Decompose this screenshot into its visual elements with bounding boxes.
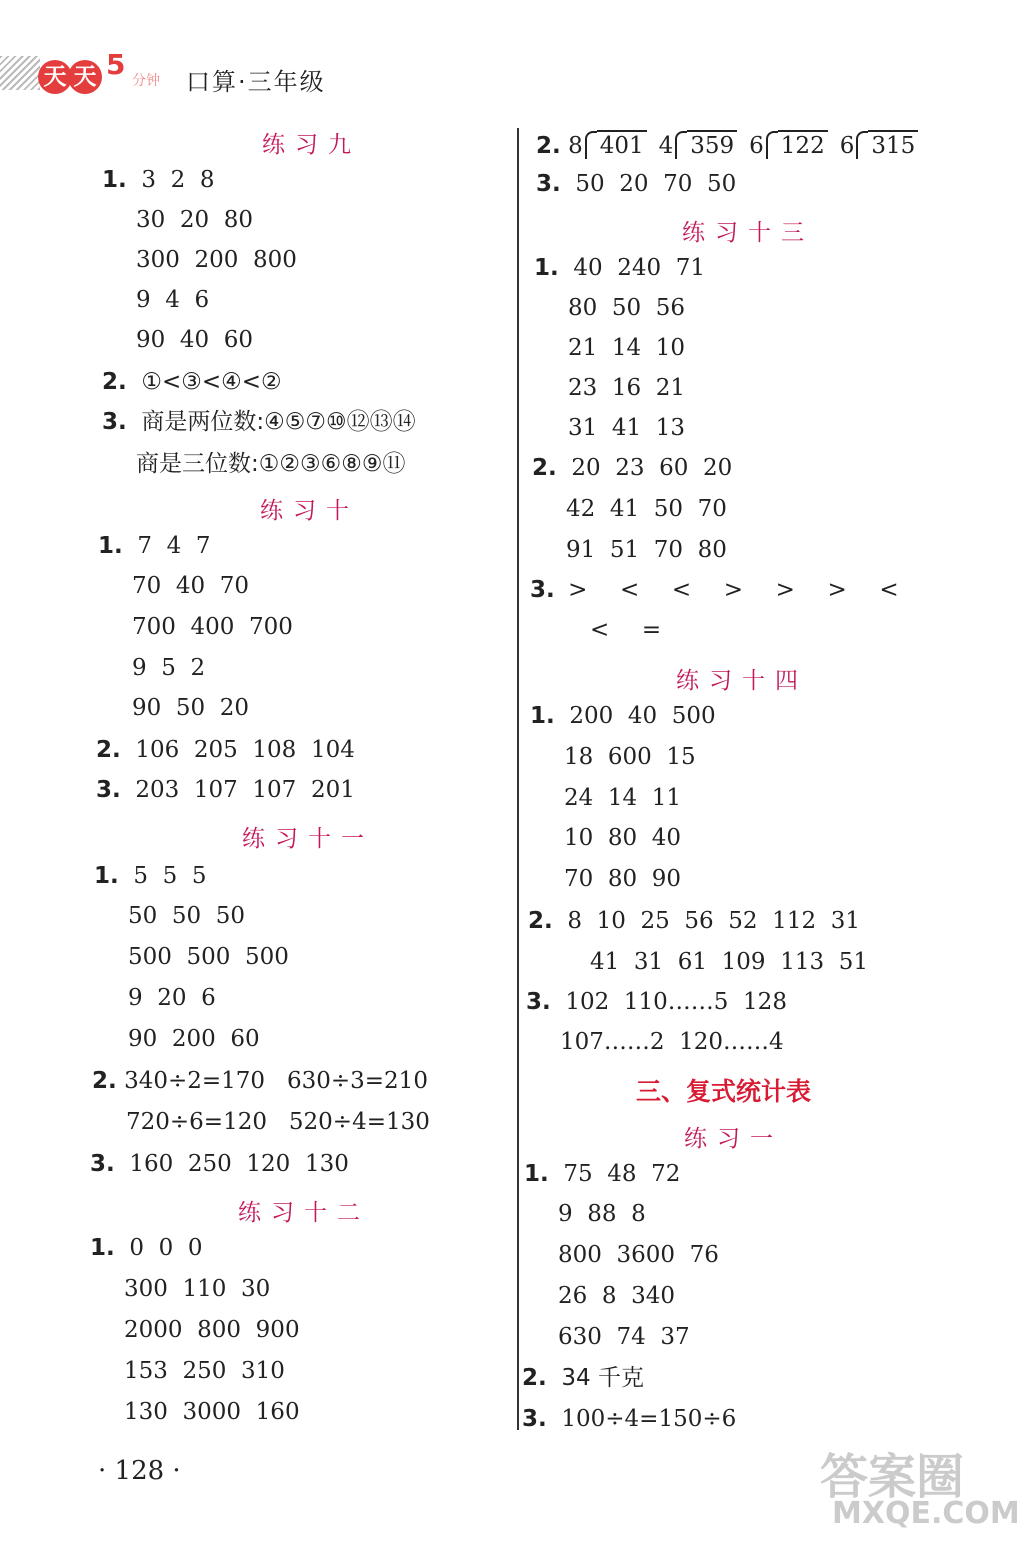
ex11-q1-row5: 90 200 60 — [128, 1026, 260, 1052]
divisor: 8 — [568, 133, 583, 159]
exercise-13-title: 练习十三 — [682, 220, 814, 246]
q-num: 1. — [530, 703, 555, 729]
ex10-q1-row5: 90 50 20 — [132, 695, 250, 721]
answer-row: 5 5 5 — [133, 863, 207, 889]
answer-row: 0 0 0 — [129, 1235, 203, 1261]
answer-row: 106 205 108 104 — [135, 737, 355, 763]
ex14-q3a — [526, 988, 787, 1016]
ex14-q1-row2: 18 600 15 — [564, 744, 696, 770]
exercise-11-title: 练习十一 — [242, 826, 374, 852]
long-division — [749, 133, 840, 159]
s3-q1-row2: 9 88 8 — [558, 1201, 646, 1227]
ex10-q3 — [96, 776, 355, 804]
ex10-q2 — [96, 736, 355, 764]
answer-row: 160 250 120 130 — [129, 1151, 349, 1177]
ex10-q1-row4: 9 5 2 — [132, 655, 206, 681]
ex12-q1-row2: 300 110 30 — [124, 1276, 271, 1302]
watermark — [820, 1438, 1020, 1538]
ex10-q1-row3: 700 400 700 — [132, 614, 293, 640]
brand-badge-1: 天 — [38, 60, 72, 94]
answer-row: 8 10 25 56 52 112 31 — [567, 908, 860, 934]
ex14-q1-row1 — [530, 702, 716, 730]
q-num: 1. — [524, 1161, 549, 1187]
s3-q1-row3: 800 3600 76 — [558, 1242, 719, 1268]
answer-row: 100÷4=150÷6 — [561, 1406, 737, 1432]
q-num: 3. — [526, 989, 551, 1015]
divisor: 6 — [839, 133, 855, 159]
section-3-title: 三、复式统计表 — [636, 1077, 812, 1106]
ex14-q3b: 107……2 120……4 — [560, 1029, 784, 1055]
q-num: 2. — [522, 1365, 547, 1391]
s3-q1-row5: 630 74 37 — [558, 1324, 690, 1350]
exercise-10-title: 练习十 — [260, 498, 359, 524]
division-bracket-icon — [675, 131, 687, 159]
s3-q2 — [522, 1364, 644, 1392]
ex13-q3a — [530, 576, 905, 604]
q-num: 3. — [96, 777, 121, 803]
q-num: 2. — [92, 1068, 117, 1094]
ex10-q1-row2: 70 40 70 — [132, 573, 250, 599]
answer-row: 200 40 500 — [569, 703, 716, 729]
ex10-q1-row1 — [98, 532, 211, 560]
q-num: 1. — [102, 167, 127, 193]
q-num: 2. — [532, 455, 557, 481]
section3-exercise-1-title: 练习一 — [684, 1126, 783, 1152]
book-title: 口算·三年级 — [186, 68, 326, 96]
q-num: 1. — [534, 255, 559, 281]
s3-q1-row1 — [524, 1160, 680, 1188]
ex12-q1-row3: 2000 800 900 — [124, 1317, 300, 1343]
ex13-q1-row1 — [534, 254, 705, 282]
ex14-q2b: 41 31 61 109 113 51 — [590, 949, 868, 975]
q-num: 2. — [102, 369, 127, 395]
brand-minutes: 分钟 — [132, 73, 160, 89]
ex11-q1-row3: 500 500 500 — [128, 944, 289, 970]
q-num: 3. — [522, 1406, 547, 1432]
watermark-logo-text: 答案圈 — [820, 1449, 965, 1505]
answer-row: 34 千克 — [561, 1365, 644, 1391]
page-number: · 128 · — [98, 1456, 181, 1486]
answer-row: 3 2 8 — [141, 167, 215, 193]
answer-row: 40 240 71 — [573, 255, 706, 281]
ex13-q2-row3: 91 51 70 80 — [566, 537, 727, 563]
ex9-q3b: 商是三位数:①②③⑥⑧⑨⑪ — [136, 451, 406, 477]
answer-row: ①<③<④<② — [141, 369, 282, 395]
ex12-q2-divisions — [536, 130, 930, 160]
watermark-url: MXQE.COM — [832, 1496, 1020, 1531]
q-num: 1. — [94, 863, 119, 889]
ex14-q2a — [528, 907, 860, 935]
answer-row: 203 107 107 201 — [135, 777, 355, 803]
dividend: 359 — [687, 130, 737, 160]
s3-q3 — [522, 1405, 736, 1433]
divisor: 6 — [749, 133, 764, 159]
ex9-q1-row1 — [102, 166, 215, 194]
ex9-q1-row4: 9 4 6 — [136, 287, 210, 313]
ex11-q3 — [90, 1150, 349, 1178]
header-stripe-decoration — [0, 56, 40, 90]
ex13-q1-row2: 80 50 56 — [568, 295, 686, 321]
ex11-q1-row1 — [94, 862, 207, 890]
division-bracket-icon — [856, 131, 868, 159]
dividend: 315 — [868, 130, 918, 160]
q-num: 2. — [96, 737, 121, 763]
division-bracket-icon — [766, 131, 778, 159]
q-num: 1. — [98, 533, 123, 559]
ex14-q1-row3: 24 14 11 — [564, 785, 682, 811]
ex14-q1-row5: 70 80 90 — [564, 866, 682, 892]
ex12-q1-row1 — [90, 1234, 203, 1262]
answer-row: 75 48 72 — [563, 1161, 681, 1187]
ex9-q3a — [102, 408, 416, 436]
brand-badge-2: 天 — [68, 60, 102, 94]
divisor: 4 — [658, 133, 674, 159]
answer-row: 102 110……5 128 — [565, 989, 787, 1015]
book-header — [0, 48, 360, 100]
long-division — [568, 133, 659, 159]
ex13-q1-row4: 23 16 21 — [568, 375, 686, 401]
long-division — [659, 133, 750, 159]
dividend: 401 — [597, 130, 647, 160]
ex9-q1-row2: 30 20 80 — [136, 207, 254, 233]
brand-five: 5 — [106, 48, 126, 81]
q-num: 3. — [536, 171, 561, 197]
q-num: 2. — [528, 908, 553, 934]
ex13-q3b: < = — [590, 617, 668, 643]
exercise-12-title: 练习十二 — [238, 1200, 370, 1226]
answer-row: 20 23 60 20 — [571, 455, 733, 481]
q-num: 3. — [102, 409, 127, 435]
ex11-q1-row4: 9 20 6 — [128, 985, 216, 1011]
q-num: 2. — [536, 133, 561, 159]
answer-row: > < < > > > < — [568, 577, 905, 603]
ex14-q1-row4: 10 80 40 — [564, 825, 682, 851]
answer-row: 340÷2=170 630÷3=210 — [124, 1068, 428, 1094]
answer-row: 商是两位数:④⑤⑦⑩⑫⑬⑭ — [141, 409, 416, 435]
answer-row: 50 20 70 50 — [575, 171, 737, 197]
q-num: 3. — [530, 577, 555, 603]
ex13-q1-row3: 21 14 10 — [568, 335, 686, 361]
long-division — [840, 133, 931, 159]
ex13-q2-row2: 42 41 50 70 — [566, 496, 727, 522]
ex11-q2a — [92, 1067, 428, 1095]
division-bracket-icon — [585, 131, 597, 159]
dividend: 122 — [778, 130, 828, 160]
ex13-q2-row1 — [532, 454, 732, 482]
ex12-q1-row4: 153 250 310 — [124, 1358, 285, 1384]
ex12-q3 — [536, 170, 736, 198]
ex9-q1-row3: 300 200 800 — [136, 247, 297, 273]
ex11-q2b: 720÷6=120 520÷4=130 — [126, 1109, 430, 1135]
exercise-14-title: 练习十四 — [676, 668, 808, 694]
q-num: 3. — [90, 1151, 115, 1177]
q-num: 1. — [90, 1235, 115, 1261]
exercise-9-title: 练习九 — [262, 132, 361, 158]
s3-q1-row4: 26 8 340 — [558, 1283, 676, 1309]
answer-row: 7 4 7 — [137, 533, 211, 559]
column-divider — [517, 128, 519, 1430]
ex13-q1-row5: 31 41 13 — [568, 415, 686, 441]
ex11-q1-row2: 50 50 50 — [128, 903, 246, 929]
ex12-q1-row5: 130 3000 160 — [124, 1399, 300, 1425]
ex9-q1-row5: 90 40 60 — [136, 327, 254, 353]
ex9-q2 — [102, 368, 282, 396]
